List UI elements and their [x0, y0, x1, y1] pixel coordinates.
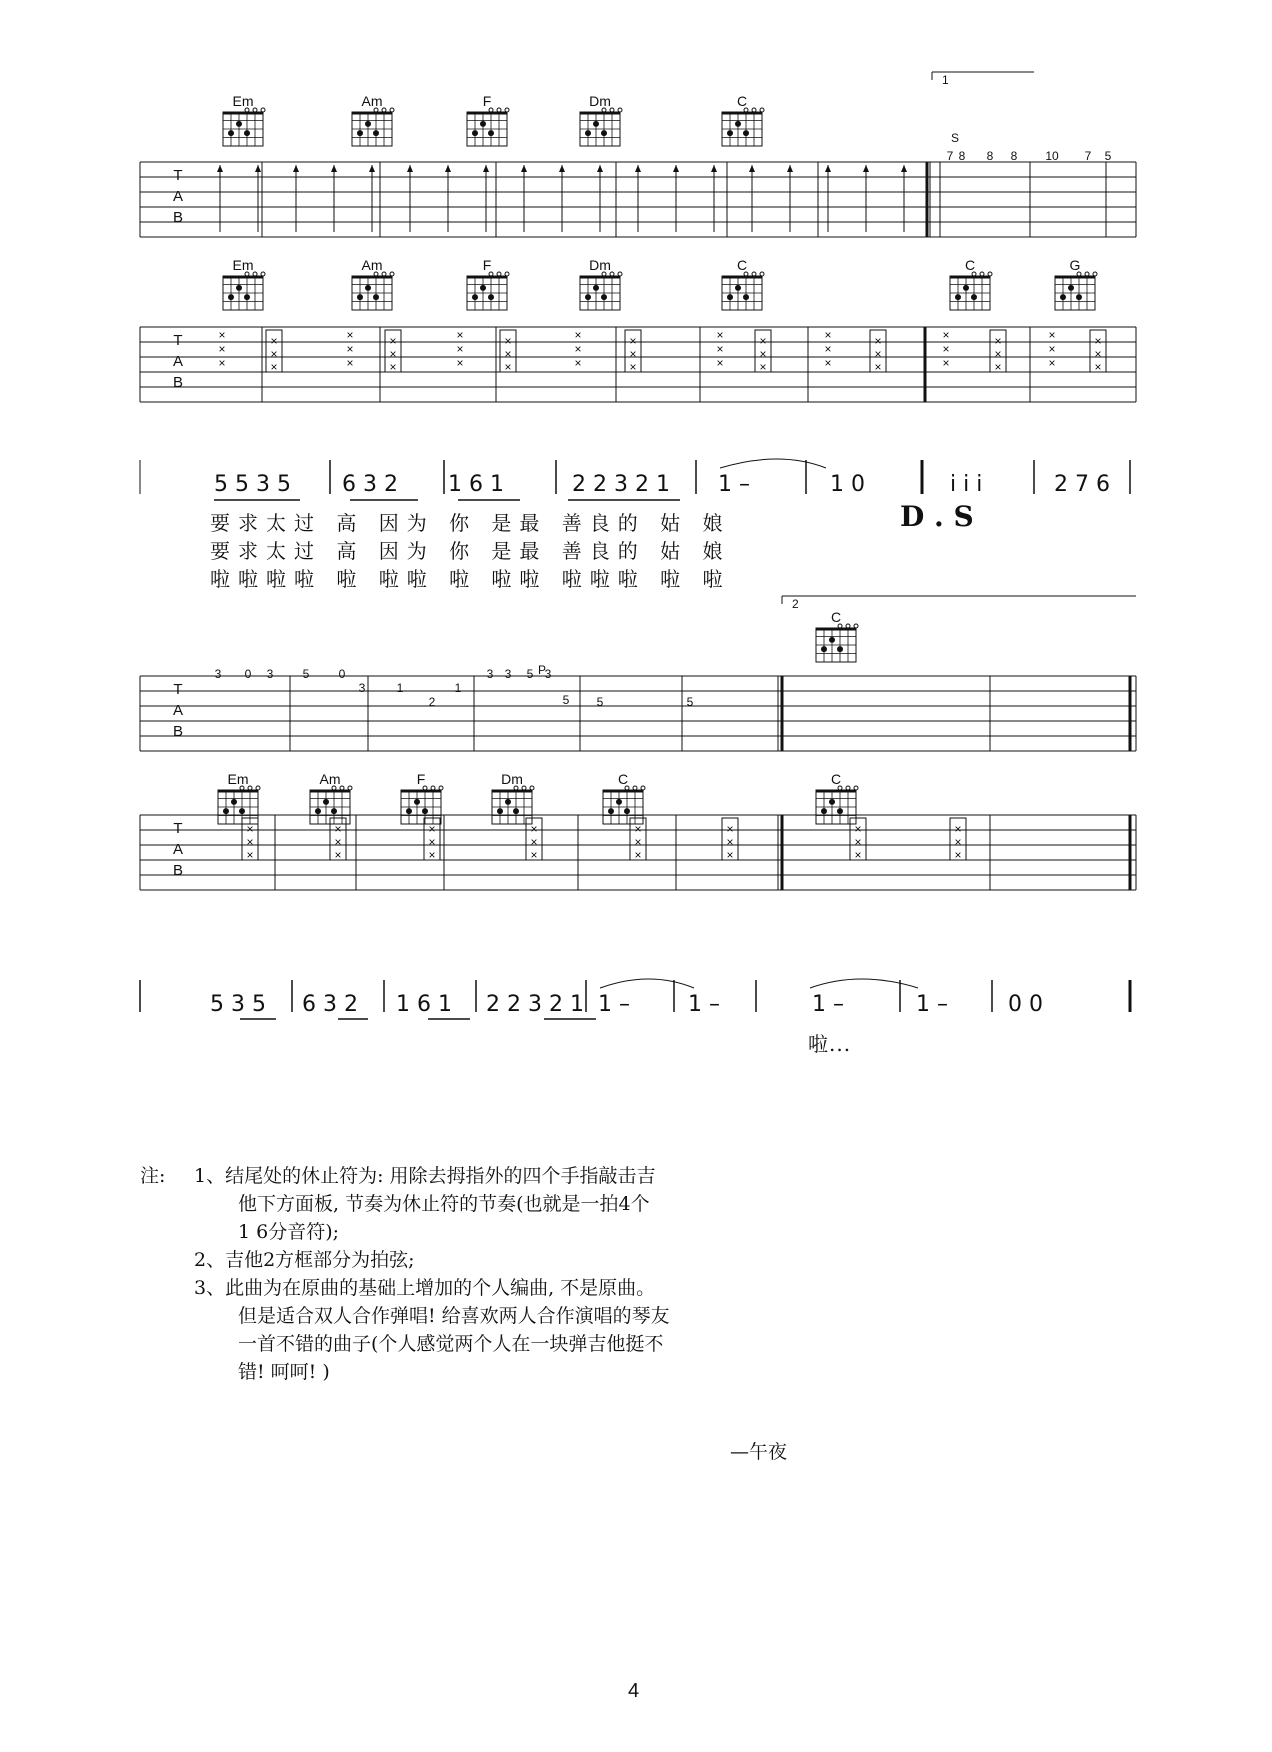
jianpu-seg: 5 5 3 5: [214, 472, 291, 497]
open-string-mark: [641, 786, 645, 790]
chord-name: Am: [361, 257, 383, 273]
x-note: ×: [334, 835, 342, 849]
chord-name: F: [482, 257, 492, 273]
x-note: ×: [994, 360, 1002, 374]
chord-dot: [472, 130, 478, 136]
chord-dot: [601, 294, 607, 300]
x-note: ×: [246, 848, 254, 862]
open-string-mark: [752, 108, 756, 112]
open-string-mark: [348, 786, 352, 790]
chord-dot: [488, 294, 494, 300]
x-note: ×: [824, 342, 832, 356]
chord-name: C: [617, 771, 629, 787]
open-string-mark: [752, 272, 756, 276]
jianpu-tie: [600, 979, 694, 988]
tab-number: 5: [562, 693, 570, 707]
open-string-mark: [261, 272, 265, 276]
x-note: ×: [504, 334, 512, 348]
chord-dot: [585, 294, 591, 300]
note-line: 他下方面板, 节奏为休止符的节奏(也就是一拍4个: [238, 1193, 650, 1215]
x-note: ×: [530, 822, 538, 836]
chord-dot: [727, 294, 733, 300]
chord-dot: [829, 637, 835, 643]
note-line: 1 6分音符);: [238, 1221, 340, 1243]
open-string-mark: [846, 624, 850, 628]
tab-number: 3: [504, 667, 512, 681]
x-note: ×: [428, 822, 436, 836]
x-note: ×: [346, 356, 354, 370]
open-string-mark: [439, 786, 443, 790]
tab-number: 2: [428, 695, 436, 709]
chord-dot: [373, 294, 379, 300]
chord-dot: [593, 285, 599, 291]
x-note: ×: [954, 835, 962, 849]
open-string-mark: [854, 786, 858, 790]
jianpu-seg: 1 –: [688, 992, 720, 1017]
x-note: ×: [942, 342, 950, 356]
strum-arrow: [901, 165, 907, 172]
tab-number: 8: [958, 149, 966, 163]
note-line: 错! 呵呵! ): [238, 1361, 330, 1383]
open-string-mark: [530, 786, 534, 790]
open-string-mark: [854, 624, 858, 628]
jianpu-seg: 6 3 2: [342, 472, 398, 497]
x-note: ×: [218, 356, 226, 370]
tab-number: 0: [338, 667, 346, 681]
x-note: ×: [530, 835, 538, 849]
x-note: ×: [246, 835, 254, 849]
tab-clef-b: B: [172, 723, 184, 740]
chord-dot: [624, 808, 630, 814]
x-note: ×: [346, 328, 354, 342]
open-string-mark: [610, 108, 614, 112]
strum-arrow: [711, 165, 717, 172]
jianpu-seg: 1 –: [916, 992, 948, 1017]
tab-clef-b: B: [172, 862, 184, 879]
tab-number: 3: [214, 667, 222, 681]
x-note: ×: [824, 328, 832, 342]
open-string-mark: [505, 272, 509, 276]
tab-number: 7: [946, 149, 954, 163]
x-note: ×: [246, 822, 254, 836]
open-string-mark: [988, 272, 992, 276]
jianpu-tie: [720, 459, 826, 468]
tab-number: 5: [526, 667, 534, 681]
chord-dot: [422, 808, 428, 814]
x-note: ×: [942, 356, 950, 370]
chord-dot: [223, 808, 229, 814]
x-note: ×: [389, 334, 397, 348]
strum-arrow: [407, 165, 413, 172]
x-note: ×: [389, 360, 397, 374]
x-note: ×: [270, 360, 278, 374]
chord-name: Em: [232, 257, 254, 273]
chord-dot: [743, 294, 749, 300]
chord-name: Em: [227, 771, 249, 787]
strum-arrow: [255, 165, 261, 172]
strum-arrow: [749, 165, 755, 172]
x-note: ×: [726, 848, 734, 862]
tab-number: 5: [686, 695, 694, 709]
x-note: ×: [716, 342, 724, 356]
chord-dot: [488, 130, 494, 136]
x-note: ×: [954, 848, 962, 862]
volta-number: 1: [942, 73, 949, 87]
x-note: ×: [874, 347, 882, 361]
open-string-mark: [497, 108, 501, 112]
open-string-mark: [248, 786, 252, 790]
jianpu-seg: 6 3 2: [302, 992, 358, 1017]
x-note: ×: [854, 835, 862, 849]
note-line: 2、吉他2方框部分为拍弦;: [194, 1249, 415, 1271]
jianpu-seg: 1 6 1: [448, 472, 504, 497]
x-note: ×: [574, 356, 582, 370]
x-note: ×: [994, 334, 1002, 348]
x-note: ×: [456, 342, 464, 356]
open-string-mark: [760, 108, 764, 112]
strum-arrow: [597, 165, 603, 172]
chord-dot: [373, 130, 379, 136]
x-note: ×: [346, 342, 354, 356]
chord-dot: [480, 285, 486, 291]
tab-number: 1: [396, 681, 404, 695]
note-line: 一首不错的曲子(个人感觉两个人在一块弹吉他挺不: [238, 1333, 664, 1355]
x-note: ×: [874, 334, 882, 348]
open-string-mark: [390, 108, 394, 112]
x-note: ×: [634, 822, 642, 836]
open-string-mark: [431, 786, 435, 790]
tab-clef-t: T: [173, 167, 183, 184]
chord-dot: [735, 121, 741, 127]
notes-label: 注:: [140, 1165, 166, 1187]
x-note: ×: [1048, 328, 1056, 342]
chord-dot: [505, 799, 511, 805]
tab-number: 3: [544, 667, 552, 681]
x-note: ×: [716, 328, 724, 342]
x-note: ×: [994, 347, 1002, 361]
chord-dot: [829, 799, 835, 805]
x-note: ×: [574, 328, 582, 342]
strum-arrow: [483, 165, 489, 172]
open-string-mark: [522, 786, 526, 790]
open-string-mark: [610, 272, 614, 276]
chord-name: C: [736, 93, 748, 109]
strum-arrow: [521, 165, 527, 172]
x-note: ×: [334, 822, 342, 836]
x-note: ×: [270, 347, 278, 361]
x-note: ×: [504, 347, 512, 361]
x-note: ×: [726, 835, 734, 849]
x-note: ×: [629, 347, 637, 361]
chord-dot: [323, 799, 329, 805]
chord-dot: [608, 808, 614, 814]
chord-dot: [1076, 294, 1082, 300]
x-note: ×: [428, 835, 436, 849]
x-note: ×: [629, 360, 637, 374]
x-note: ×: [456, 328, 464, 342]
x-note: ×: [389, 347, 397, 361]
chord-dot: [743, 130, 749, 136]
tab-clef-t: T: [173, 332, 183, 349]
tab-number: 1: [454, 681, 462, 695]
tab-clef-a: A: [172, 702, 184, 719]
open-string-mark: [1093, 272, 1097, 276]
tab-number: 8: [1010, 149, 1018, 163]
open-string-mark: [1085, 272, 1089, 276]
x-note: ×: [759, 347, 767, 361]
x-note: ×: [726, 822, 734, 836]
open-string-mark: [505, 108, 509, 112]
chord-name: Em: [232, 93, 254, 109]
x-note: ×: [854, 822, 862, 836]
chord-dot: [963, 285, 969, 291]
chord-dot: [480, 121, 486, 127]
x-note: ×: [854, 848, 862, 862]
chord-name: G: [1069, 257, 1081, 273]
strum-arrow: [217, 165, 223, 172]
chord-dot: [727, 130, 733, 136]
page-number: 4: [628, 1680, 640, 1702]
x-note: ×: [954, 822, 962, 836]
chord-dot: [971, 294, 977, 300]
x-note: ×: [759, 334, 767, 348]
x-note: ×: [334, 848, 342, 862]
chord-dot: [228, 294, 234, 300]
open-string-mark: [261, 108, 265, 112]
chord-dot: [601, 130, 607, 136]
strum-arrow: [559, 165, 565, 172]
tab-number: 3: [266, 667, 274, 681]
x-note: ×: [1094, 347, 1102, 361]
x-note: ×: [759, 360, 767, 374]
pull-off-mark: P: [537, 663, 547, 677]
chord-dot: [821, 808, 827, 814]
x-note: ×: [504, 360, 512, 374]
tab-number: 3: [358, 681, 366, 695]
jianpu-seg: 1 6 1: [396, 992, 452, 1017]
tab-number: 7: [1084, 149, 1092, 163]
jianpu-seg: 2 7 6: [1054, 472, 1110, 497]
strum-arrow: [863, 165, 869, 172]
x-note: ×: [574, 342, 582, 356]
chord-dot: [821, 646, 827, 652]
open-string-mark: [497, 272, 501, 276]
chord-dot: [616, 799, 622, 805]
segno-mark: S: [950, 131, 960, 145]
x-note: ×: [1048, 356, 1056, 370]
x-note: ×: [629, 334, 637, 348]
chord-dot: [239, 808, 245, 814]
open-string-mark: [846, 786, 850, 790]
lyric-line-4: 啦...: [808, 1032, 852, 1056]
tab-clef-b: B: [172, 374, 184, 391]
chord-name: Am: [361, 93, 383, 109]
strum-arrow: [787, 165, 793, 172]
x-note: ×: [218, 342, 226, 356]
open-string-mark: [633, 786, 637, 790]
tab-number: 5: [302, 667, 310, 681]
jianpu-seg: i i i: [950, 472, 983, 497]
chord-dot: [955, 294, 961, 300]
chord-dot: [837, 646, 843, 652]
tab-number: 5: [596, 695, 604, 709]
x-note: ×: [874, 360, 882, 374]
chord-name: C: [830, 771, 842, 787]
tab-number: 3: [486, 667, 494, 681]
jianpu-tie: [810, 979, 918, 988]
strum-arrow: [825, 165, 831, 172]
x-note: ×: [824, 356, 832, 370]
x-note: ×: [218, 328, 226, 342]
chord-dot: [236, 121, 242, 127]
chord-name: Dm: [589, 93, 611, 109]
chord-name: Dm: [589, 257, 611, 273]
lyric-line-2: 要求太过 高 因为 你 是最 善良的 姑 娘: [210, 539, 731, 563]
jianpu-seg: 2 2 3 2 1: [486, 992, 584, 1017]
chord-name: Dm: [501, 771, 523, 787]
open-string-mark: [980, 272, 984, 276]
chord-dot: [1060, 294, 1066, 300]
open-string-mark: [618, 108, 622, 112]
chord-dot: [315, 808, 321, 814]
strum-arrow: [445, 165, 451, 172]
chord-dot: [585, 130, 591, 136]
x-note: ×: [1094, 334, 1102, 348]
chord-dot: [414, 799, 420, 805]
x-note: ×: [270, 334, 278, 348]
x-note: ×: [634, 848, 642, 862]
note-line: 1、结尾处的休止符为: 用除去拇指外的四个手指敲击吉: [194, 1165, 656, 1187]
lyric-line-1: 要求太过 高 因为 你 是最 善良的 姑 娘: [210, 511, 731, 535]
volta-number: 2: [792, 597, 799, 611]
x-note: ×: [456, 356, 464, 370]
jianpu-seg: 1 –: [812, 992, 844, 1017]
x-note: ×: [716, 356, 724, 370]
chord-dot: [331, 808, 337, 814]
strum-arrow: [369, 165, 375, 172]
tab-clef-a: A: [172, 353, 184, 370]
tab-clef-b: B: [172, 209, 184, 226]
tab-clef-a: A: [172, 188, 184, 205]
open-string-mark: [253, 272, 257, 276]
chord-dot: [231, 799, 237, 805]
open-string-mark: [618, 272, 622, 276]
tab-number: 5: [1104, 149, 1112, 163]
open-string-mark: [382, 108, 386, 112]
tab-clef-t: T: [173, 820, 183, 837]
jianpu-seg: 1 –: [598, 992, 630, 1017]
chord-dot: [244, 130, 250, 136]
jianpu-seg: 2 2 3 2 1: [572, 472, 670, 497]
chord-dot: [357, 294, 363, 300]
jianpu-seg: 1 –: [718, 472, 750, 497]
chord-dot: [244, 294, 250, 300]
x-note: ×: [1048, 342, 1056, 356]
x-note: ×: [942, 328, 950, 342]
chord-dot: [497, 808, 503, 814]
chord-dot: [228, 130, 234, 136]
chord-dot: [837, 808, 843, 814]
tab-number: 10: [1045, 149, 1059, 163]
note-line: 但是适合双人合作弹唱! 给喜欢两人合作演唱的琴友: [238, 1305, 670, 1327]
chord-name: F: [482, 93, 492, 109]
chord-dot: [365, 121, 371, 127]
open-string-mark: [390, 272, 394, 276]
tab-clef-t: T: [173, 681, 183, 698]
tab-number: 8: [986, 149, 994, 163]
strum-arrow: [293, 165, 299, 172]
strum-arrow: [673, 165, 679, 172]
open-string-mark: [256, 786, 260, 790]
chord-dot: [735, 285, 741, 291]
x-note: ×: [634, 835, 642, 849]
open-string-mark: [253, 108, 257, 112]
chord-dot: [406, 808, 412, 814]
open-string-mark: [340, 786, 344, 790]
x-note: ×: [530, 848, 538, 862]
chord-name: C: [964, 257, 976, 273]
chord-dot: [357, 130, 363, 136]
jianpu-seg: 0 0: [1008, 992, 1043, 1017]
open-string-mark: [760, 272, 764, 276]
chord-dot: [513, 808, 519, 814]
strum-arrow: [635, 165, 641, 172]
strum-arrow: [331, 165, 337, 172]
ds-marking: D . S: [900, 500, 974, 533]
note-line: 3、此曲为在原曲的基础上增加的个人编曲, 不是原曲。: [194, 1277, 656, 1299]
chord-dot: [365, 285, 371, 291]
chord-name: F: [416, 771, 426, 787]
open-string-mark: [382, 272, 386, 276]
chord-name: Am: [319, 771, 341, 787]
x-note: ×: [428, 848, 436, 862]
jianpu-seg: 1 0: [830, 472, 865, 497]
jianpu-seg: 5 3 5: [210, 992, 266, 1017]
tab-clef-a: A: [172, 841, 184, 858]
chord-dot: [1068, 285, 1074, 291]
x-note: ×: [1094, 360, 1102, 374]
chord-dot: [593, 121, 599, 127]
chord-name: C: [830, 609, 842, 625]
chord-dot: [236, 285, 242, 291]
chord-name: C: [736, 257, 748, 273]
signature: —午夜: [730, 1441, 788, 1463]
lyric-line-3: 啦啦啦啦 啦 啦啦 啦 啦啦 啦啦啦 啦 啦: [210, 567, 731, 591]
chord-dot: [472, 294, 478, 300]
tab-number: 0: [244, 667, 252, 681]
